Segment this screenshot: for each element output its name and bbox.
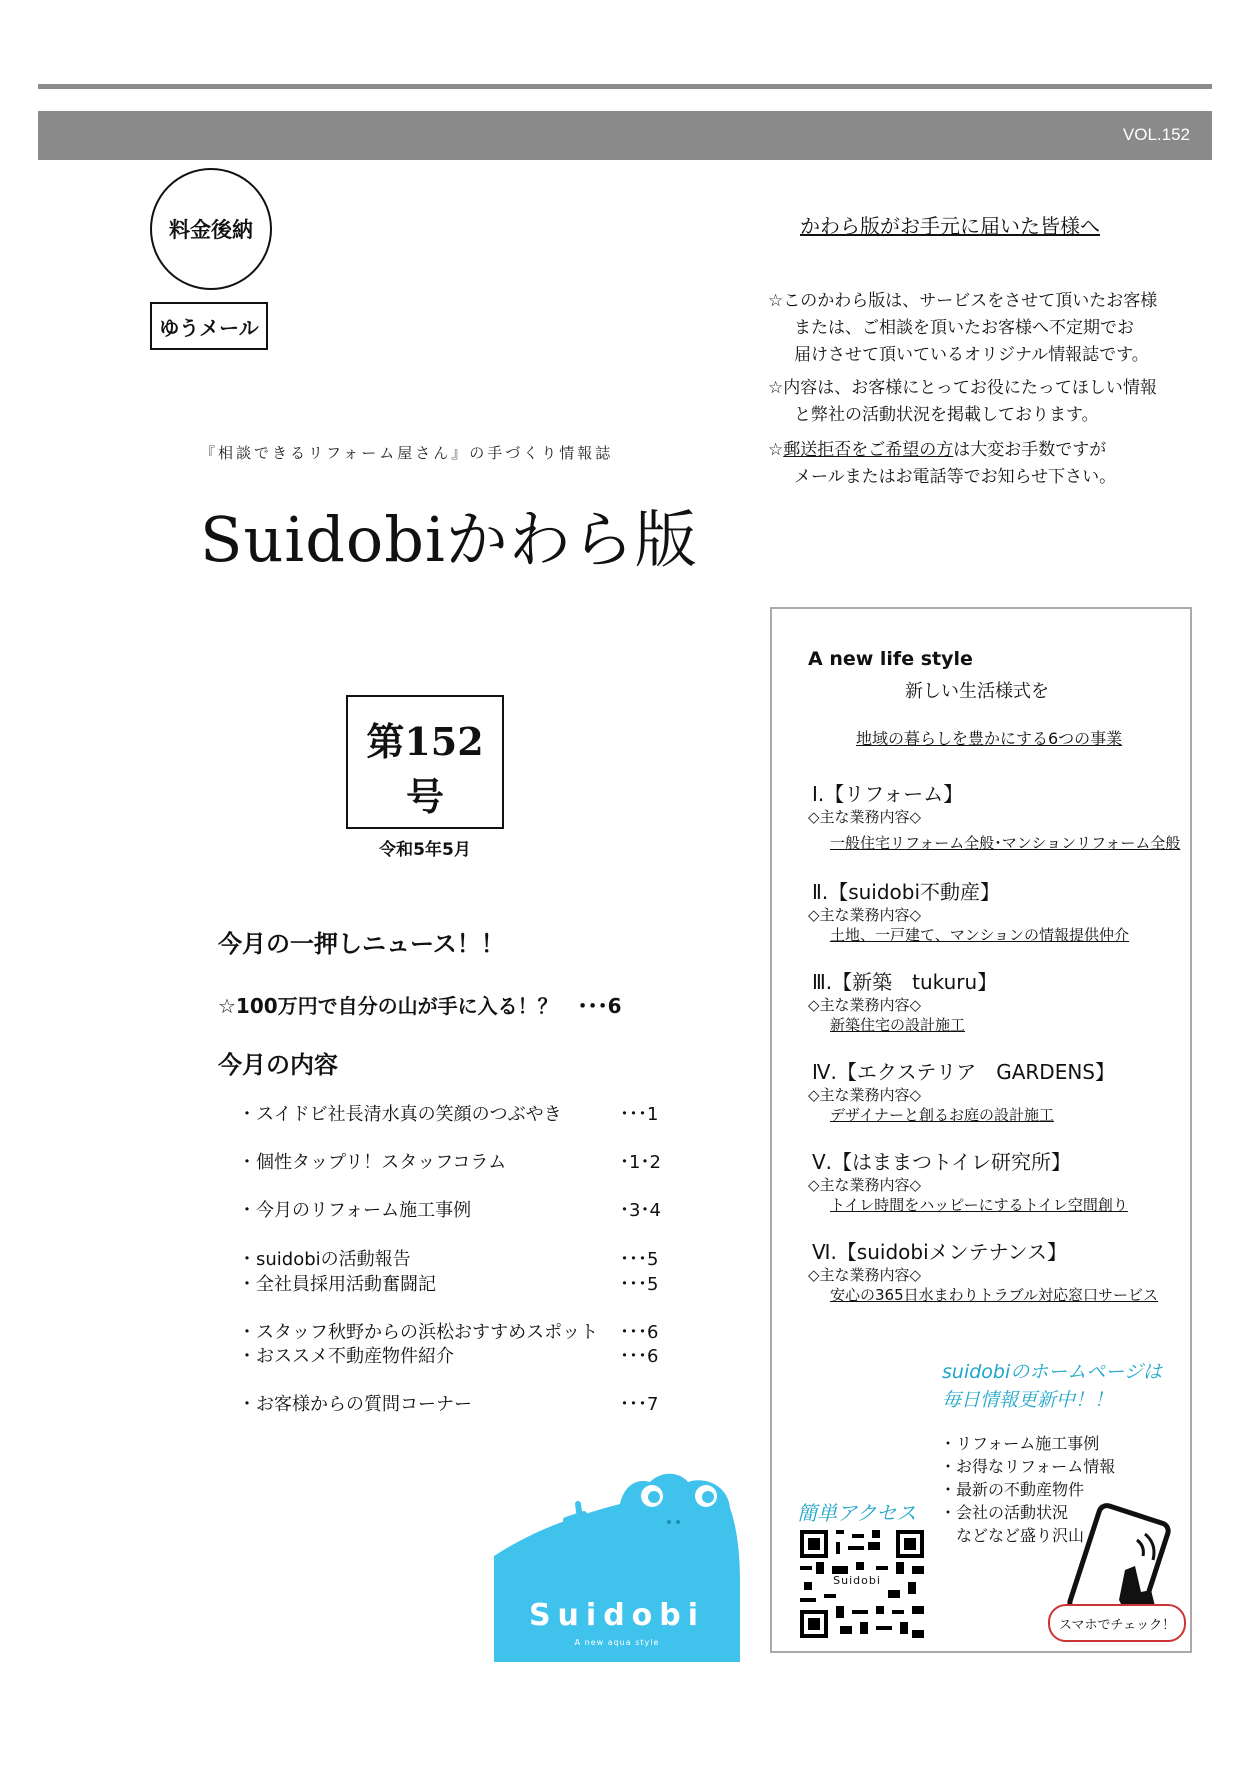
list-item: ・お得なリフォーム情報 <box>940 1457 1116 1476</box>
business-desc: 安心の365日水まわりトラブル対応窓口サービス <box>830 1286 1159 1304</box>
toc-heading: 今月の内容 <box>218 1051 338 1079</box>
toc-label: ・スタッフ秋野からの浜松おすすめスポット <box>238 1322 599 1343</box>
qr-caption: Suidobi <box>826 1574 888 1587</box>
business-title: Ⅳ.【エクステリア GARDENS】 <box>812 1060 1115 1084</box>
volume-bar <box>38 111 1212 160</box>
notice-item-2 <box>768 375 1188 429</box>
business-title: Ⅲ.【新築 tukuru】 <box>812 970 998 994</box>
notice-item-3 <box>768 437 1188 491</box>
list-item: ・最新の不動産物件 <box>940 1480 1085 1499</box>
business-desc: トイレ時間をハッピーにするトイレ空間創り <box>830 1196 1128 1214</box>
toc-label: ・suidobiの活動報告 <box>238 1249 411 1270</box>
toc-item <box>238 1100 670 1126</box>
notice-star: ☆ <box>768 440 784 460</box>
toc-page: ･3･4 <box>620 1200 661 1221</box>
notice-line: または、ご相談を頂いたお客様へ不定期でお <box>794 318 1134 338</box>
notice-line: メールまたはお電話等でお知らせ下さい。 <box>794 467 1117 487</box>
phone-check-bubble: スマホでチェック！ <box>1048 1604 1186 1642</box>
toc-page: ･･･7 <box>620 1394 659 1415</box>
toc-label: ・個性タップリ！スタッフコラム <box>238 1152 507 1173</box>
volume-label: VOL.152 <box>1122 125 1190 144</box>
issue-box <box>346 695 504 860</box>
headline-item: ☆100万円で自分の山が手に入る！？ ･･･6 <box>218 994 622 1018</box>
notice-heading: かわら版がお手元に届いた皆様へ <box>800 214 1100 238</box>
toc-page: ･･･6 <box>620 1346 659 1367</box>
business-label: ◇主な業務内容◇ <box>808 1086 922 1104</box>
toc-label: ・スイドビ社長清水真の笑顔のつぶやき <box>238 1104 562 1125</box>
toc-item <box>238 1245 670 1271</box>
business-title: Ⅰ.【リフォーム】 <box>812 782 964 806</box>
business-title: Ⅵ.【suidobiメンテナンス】 <box>812 1240 1068 1264</box>
notice-item-1 <box>768 288 1188 369</box>
toc-item <box>238 1270 670 1296</box>
business-label: ◇主な業務内容◇ <box>808 1176 922 1194</box>
tagline: 『相談できるリフォーム屋さん』の手づくり情報誌 <box>200 444 614 462</box>
notice-line: と弊社の活動状況を掲載しております。 <box>794 405 1099 425</box>
homepage-line: suidobiのホームページは <box>942 1361 1162 1383</box>
toc-label: ・今月のリフォーム施工事例 <box>238 1200 472 1221</box>
list-item: ・リフォーム施工事例 <box>940 1434 1100 1453</box>
toc-page: ･･･6 <box>620 1322 659 1343</box>
panel-title-jp: 新しい生活様式を <box>905 681 1049 702</box>
toc-page: ･･･5 <box>620 1249 659 1270</box>
issue-date: 令和5年5月 <box>379 840 471 860</box>
business-label: ◇主な業務内容◇ <box>808 906 922 924</box>
panel-subtitle: 地域の暮らしを豊かにする6つの事業 <box>856 729 1123 748</box>
access-label: 簡単アクセス <box>797 1501 917 1525</box>
logo-tagline: A new aqua style <box>574 1638 660 1647</box>
postage-stamp: 料金後納 <box>150 168 272 290</box>
toc-item <box>238 1318 670 1344</box>
page-title: Suidobiかわら版 <box>200 503 698 576</box>
toc-label: ・お客様からの質問コーナー <box>238 1394 472 1415</box>
business-desc: 土地、一戸建て、マンションの情報提供仲介 <box>830 926 1130 944</box>
notice-underlined: 郵送拒否をご希望の方 <box>783 440 954 460</box>
notice-line: は大変お手数ですが <box>953 440 1107 460</box>
panel-title-en: A new life style <box>808 648 973 670</box>
notice-line: ☆内容は、お客様にとってお役にたってほしい情報 <box>768 378 1157 398</box>
notice-line: 届けさせて頂いているオリジナル情報誌です。 <box>794 345 1149 365</box>
business-title: Ⅴ.【はままつトイレ研究所】 <box>812 1150 1072 1174</box>
mail-type-box: ゆうメール <box>150 302 268 350</box>
toc-item <box>238 1342 670 1368</box>
homepage-notice <box>942 1358 1162 1414</box>
business-desc: 一般住宅リフォーム全般･マンションリフォーム全般 <box>830 834 1181 852</box>
logo-word: Suidobi <box>528 1598 706 1633</box>
toc-item <box>238 1390 670 1416</box>
top-rule <box>38 84 1212 89</box>
headline-heading: 今月の一押しニュース！！ <box>218 930 505 958</box>
business-label: ◇主な業務内容◇ <box>808 996 922 1014</box>
business-label: ◇主な業務内容◇ <box>808 808 922 826</box>
toc-page: ･･･5 <box>620 1274 659 1295</box>
toc-page: ･1･2 <box>620 1152 661 1173</box>
toc-page: ･･･1 <box>620 1104 659 1125</box>
toc-item <box>238 1196 670 1222</box>
homepage-line: 毎日情報更新中！！ <box>942 1389 1114 1411</box>
business-label: ◇主な業務内容◇ <box>808 1266 922 1284</box>
issue-number: 第152号 <box>366 719 484 819</box>
notice-line: ☆このかわら版は、サービスをさせて頂いたお客様 <box>768 291 1158 311</box>
business-desc: 新築住宅の設計施工 <box>830 1016 966 1034</box>
business-title: Ⅱ.【suidobi不動産】 <box>812 880 1001 904</box>
list-item: ・会社の活動状況 <box>940 1503 1069 1522</box>
toc-item <box>238 1148 670 1174</box>
list-item: などなど盛り沢山 <box>940 1526 1085 1545</box>
toc-label: ・全社員採用活動奮闘記 <box>238 1274 436 1295</box>
business-desc: デザイナーと創るお庭の設計施工 <box>830 1106 1054 1124</box>
toc-label: ・おススメ不動産物件紹介 <box>238 1346 454 1367</box>
